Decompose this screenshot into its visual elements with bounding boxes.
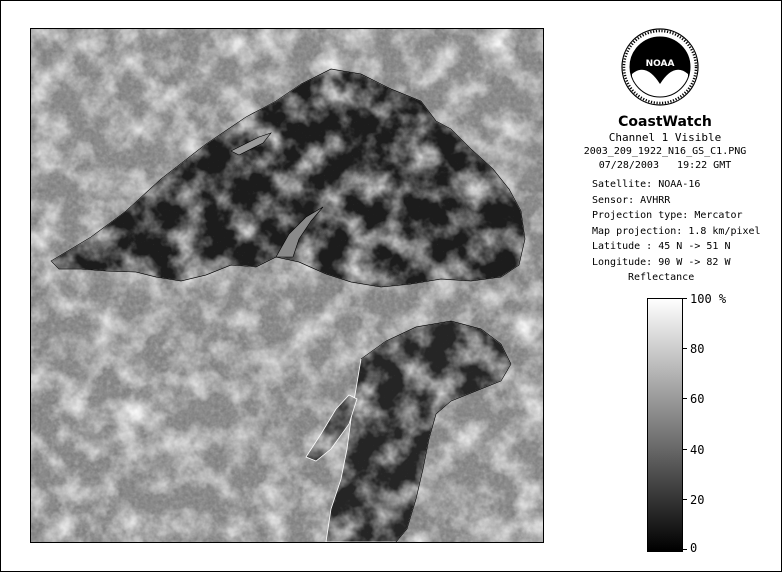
product-filename: 2003_209_1922_N16_GS_C1.PNG xyxy=(583,146,747,157)
map-projection-label: Map projection: 1.8 km/pixel xyxy=(592,225,761,237)
longitude-label: Longitude: 90 W -> 82 W xyxy=(592,256,731,268)
noaa-logo-icon xyxy=(620,22,700,112)
product-title: CoastWatch xyxy=(618,114,712,130)
tick-label-80: 80 xyxy=(690,342,705,356)
product-date: 07/28/2003 xyxy=(598,160,659,171)
tick-mark xyxy=(682,499,687,500)
product-channel: Channel 1 Visible xyxy=(608,131,722,144)
legend-title: Reflectance xyxy=(628,272,695,283)
satellite-map xyxy=(30,28,544,543)
tick-mark xyxy=(682,549,687,550)
tick-label-40: 40 xyxy=(690,443,705,457)
sensor-label: Sensor: AVHRR xyxy=(592,194,671,206)
unit-label: % xyxy=(718,292,727,306)
product-info xyxy=(560,114,770,173)
product-datetime xyxy=(560,159,770,173)
tick-mark xyxy=(682,348,687,349)
satellite-label: Satellite: NOAA-16 xyxy=(592,179,701,190)
tick-label-100: 100 % xyxy=(690,292,727,306)
tick-label-0: 0 xyxy=(690,541,698,555)
metadata-block xyxy=(592,177,761,270)
tick-mark xyxy=(682,298,687,299)
tick-mark xyxy=(682,398,687,399)
cloud-speckle xyxy=(31,29,543,542)
latitude-label: Latitude : 45 N -> 51 N xyxy=(592,241,731,252)
projection-type-label: Projection type: Mercator xyxy=(592,210,743,221)
tick-label-60: 60 xyxy=(690,392,705,406)
logo-text: NOAA xyxy=(645,59,675,69)
tick-label-20: 20 xyxy=(690,493,705,507)
tick-mark xyxy=(682,449,687,450)
product-time: 19:22 GMT xyxy=(677,160,732,171)
satellite-image xyxy=(31,29,543,542)
reflectance-colorbar xyxy=(647,298,683,552)
